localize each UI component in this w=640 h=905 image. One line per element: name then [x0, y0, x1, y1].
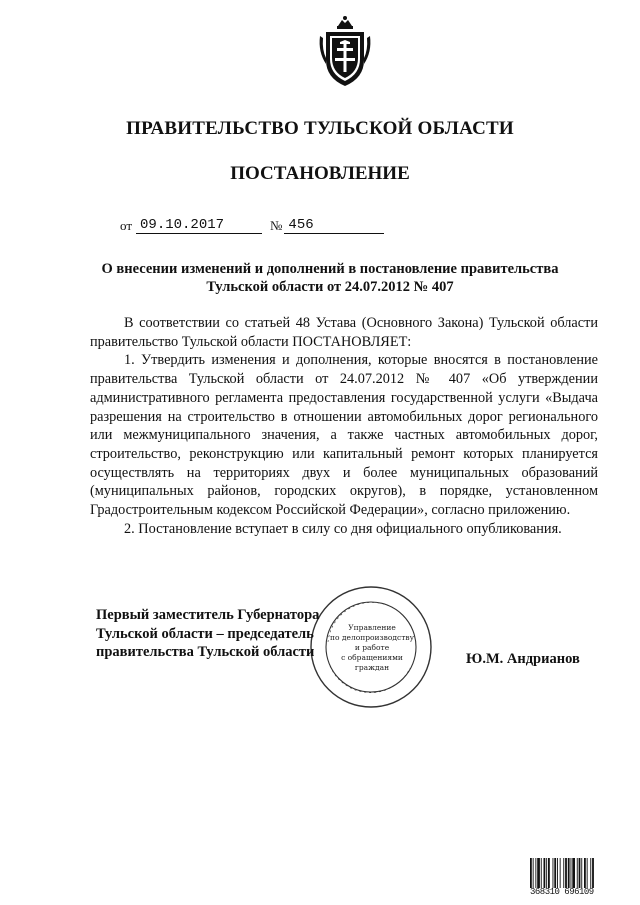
signatory-title-line-3: правительства Тульской области	[96, 644, 315, 660]
body-preamble: В соответствии со статьей 48 Устава (Основного Закона) Тульской области правительство Тульской области ПОСТАНОВЛЯЕТ:	[90, 315, 598, 350]
signatory-name: Ю.М. Андрианов	[466, 651, 580, 667]
stamp-line-5: граждан	[354, 663, 390, 672]
barcode-bars	[530, 858, 620, 888]
body-item-1: 1. Утвердить изменения и дополнения, которые вносятся в постановление правительства Тульской области от 24.07.2012 № 407 «Об утверждении административного регламента предоставления государственной услуги «Выдача разрешения на строительство в отношении автомобильных дорог регионального или межмуниципального значения, а также частных автомобильных дорог, строительство, реконструкцию или капитальный ремонт которых планируется осуществлять на территориях двух и более муниципальных образований (муниципальных районов, городских округов), в порядке, установленном Градостроительным кодексом Российской Федерации», согласно приложению.	[90, 352, 598, 519]
signatory-title	[96, 606, 319, 662]
document-number: 456	[284, 217, 384, 234]
number-label: №	[270, 218, 283, 233]
organization-title: ПРАВИТЕЛЬСТВО ТУЛЬСКОЙ ОБЛАСТИ	[126, 118, 514, 139]
stamp-line-1: Управление	[348, 623, 396, 632]
signatory-title-line-1: Первый заместитель Губернатора	[96, 607, 320, 623]
stamp-line-3: и работе	[354, 643, 390, 652]
document-barcode	[530, 858, 620, 896]
coat-of-arms-emblem	[316, 12, 374, 88]
document-date: 09.10.2017	[136, 217, 262, 234]
stamp-line-4: с обращениями	[341, 653, 403, 662]
body-item-2: 2. Постановление вступает в силу со дня официального опубликования.	[124, 520, 562, 537]
document-type-title: ПОСТАНОВЛЕНИЕ	[230, 163, 410, 184]
document-requisites	[120, 217, 384, 234]
document-body	[90, 314, 598, 538]
signatory-title-line-2: Тульской области – председатель	[96, 625, 314, 642]
document-subject: О внесении изменений и дополнений в постановление правительства Тульской области от 24.07.2012 № 407	[101, 261, 559, 295]
stamp-line-2: по делопроизводству	[330, 633, 414, 642]
barcode-number: 368310 696109	[530, 887, 594, 897]
date-label: от	[120, 218, 133, 233]
office-stamp	[306, 582, 436, 712]
